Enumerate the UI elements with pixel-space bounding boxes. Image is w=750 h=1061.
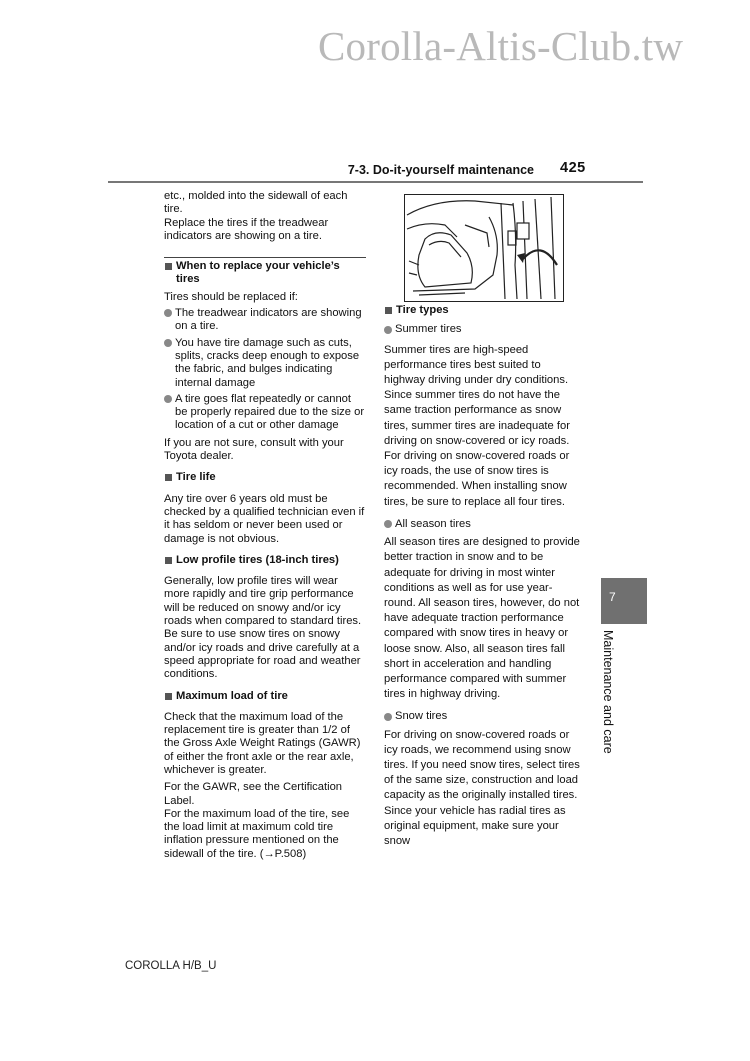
header-rule xyxy=(108,181,643,183)
bullet-dot-icon xyxy=(384,520,392,528)
square-bullet-icon xyxy=(165,263,172,270)
bullet-dot-icon xyxy=(164,309,172,317)
list-item-text: The treadwear indicators are showing on a tire. xyxy=(175,307,362,333)
list-item xyxy=(164,307,366,334)
replace-outro: If you are not sure, consult with your Toyota dealer. xyxy=(164,436,344,463)
page-number: 425 xyxy=(560,160,586,176)
chapter-number: 7 xyxy=(609,590,616,604)
summer-tires-text: Summer tires are high-speed performance tires best suited to highway driving under dry conditions. Since summer tires do not have the same traction performance as snow tires, summer tires are inadequate for driving on snow-covered or icy roads. For driving on snow-covered roads or icy roads, the use of snow tires is recommended. When installing snow tires, be sure to replace all four tires. xyxy=(384,343,570,508)
square-bullet-icon xyxy=(165,693,172,700)
all-season-subheading xyxy=(384,518,582,531)
square-bullet-icon xyxy=(165,557,172,564)
door-jamb-illustration xyxy=(404,194,564,302)
square-bullet-icon xyxy=(165,474,172,481)
left-column xyxy=(164,190,366,861)
right-column xyxy=(384,304,582,849)
all-season-subheading-text: All season tires xyxy=(395,517,471,530)
bullet-dot-icon xyxy=(164,395,172,403)
snow-tires-text: For driving on snow-covered roads or icy roads, we recommend using snow tires. If you need snow tires, select tires of the same size, construction and load capacity as the originally installed tires. Since your vehicle has radial tires as original equipment, make sure your snow xyxy=(384,728,580,848)
tire-life-heading xyxy=(164,471,366,484)
max-load-heading-text: Maximum load of tire xyxy=(176,689,288,702)
tire-life-text: Any tire over 6 years old must be checked by a qualified technician even if it has seldom or never been used or damage is not obvious. xyxy=(164,492,365,545)
replace-intro: Tires should be replaced if: xyxy=(164,290,298,303)
chapter-label: Maintenance and care xyxy=(601,630,615,754)
chapter-tab xyxy=(601,578,647,624)
max-load-text-3: For the maximum load of the tire, see the load limit at maximum cold tire inflation pressure mentioned on the sidewall of the tire. (→P.508) xyxy=(164,807,350,860)
list-item xyxy=(164,393,366,433)
summer-tires-subheading-text: Summer tires xyxy=(395,323,462,336)
tire-types-heading xyxy=(384,304,582,317)
tire-types-heading-text: Tire types xyxy=(396,304,449,316)
list-item xyxy=(164,337,366,390)
list-item-text: A tire goes flat repeatedly or cannot be properly repaired due to the size or location of a cut or other damage xyxy=(175,392,365,432)
summer-tires-subheading xyxy=(384,323,582,336)
list-item-text: You have tire damage such as cuts, splits, cracks deep enough to expose the fabric, and bulges indicating internal damage xyxy=(175,336,360,389)
snow-tires-subheading xyxy=(384,710,582,723)
tire-life-heading-text: Tire life xyxy=(176,471,216,484)
max-load-text-1: Check that the maximum load of the replacement tire is greater than 1/2 of the Gross Axle Weight Ratings (GAWR) of either the front axle or the rear axle, whichever is greater. xyxy=(164,710,361,776)
low-profile-heading-text: Low profile tires (18-inch tires) xyxy=(176,553,339,566)
bullet-dot-icon xyxy=(384,713,392,721)
intro-text-2: Replace the tires if the treadwear indicators are showing on a tire. xyxy=(164,216,329,242)
replace-heading xyxy=(164,257,366,287)
replace-heading-text: When to replace your vehicle’s tires xyxy=(176,260,340,286)
low-profile-text: Generally, low profile tires will wear more rapidly and tire grip performance will be reduced on snowy and/or icy roads when compared to standard tires. Be sure to use snow tires on snowy and/or icy roads and drive carefully at a speed appropriate for road and weather conditions. xyxy=(164,575,362,681)
bullet-dot-icon xyxy=(164,339,172,347)
section-header: 7-3. Do-it-yourself maintenance xyxy=(347,163,534,177)
bullet-dot-icon xyxy=(384,326,392,334)
max-load-text-2: For the GAWR, see the Certification Label. xyxy=(164,781,343,807)
watermark: Corolla-Altis-Club.tw xyxy=(318,23,684,69)
snow-tires-subheading-text: Snow tires xyxy=(395,710,448,723)
all-season-text: All season tires are designed to provide better traction in snow and to be adequate for driving in most winter conditions as well as for use year-round. All season tires, however, do not have adequate traction performance compared with snow tires in heavy or loose snow. Also, all season tires fall short in acceleration and handling performance compared with summer tires in highway driving. xyxy=(384,536,580,701)
low-profile-heading xyxy=(164,554,366,567)
max-load-heading xyxy=(164,690,366,703)
footer-text: COROLLA H/B_U xyxy=(125,960,217,972)
car-door-icon xyxy=(405,195,563,301)
intro-text-1: etc., molded into the sidewall of each tire. xyxy=(164,190,348,216)
square-bullet-icon xyxy=(385,307,392,314)
